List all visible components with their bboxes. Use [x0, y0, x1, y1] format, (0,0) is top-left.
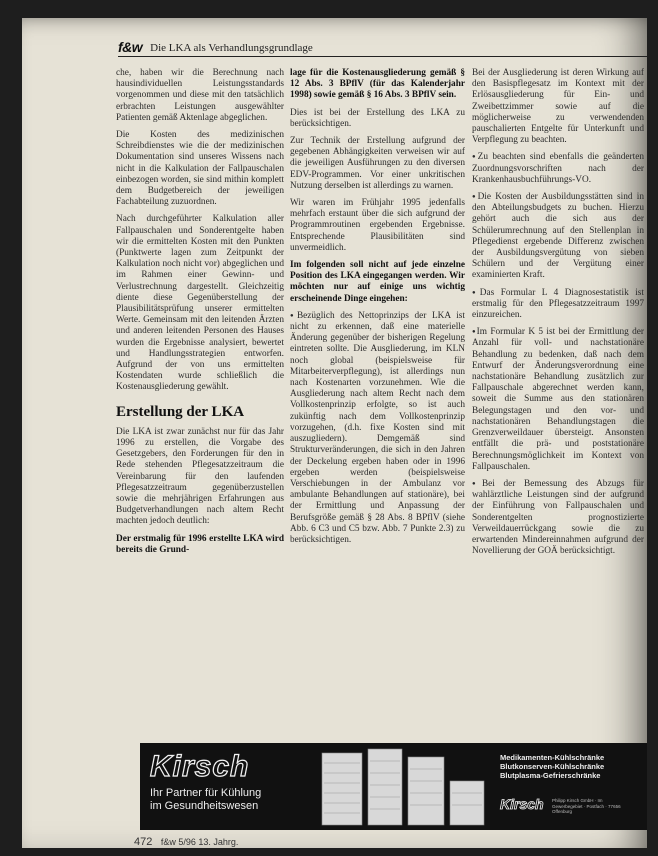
bold-paragraph: Der erstmalig für 1996 erstellte LKA wird bereits die Grund- — [116, 533, 284, 555]
advertisement — [140, 743, 647, 830]
section-heading: Erstellung der LKA — [116, 403, 245, 420]
ad-small-logo: Kirsch — [500, 796, 544, 812]
header-title: Die LKA als Verhandlungsgrundlage — [150, 42, 313, 54]
bullet-paragraph: ● Das Formular L 4 Diagnosestatistik ist erstmalig für den Pflegesatzzeitraum 1997 einzureichen. — [472, 288, 644, 322]
bold-paragraph: lage für die Kostenausgliederung gemäß § 12 Abs. 3 BPflV (für das Kalenderjahr 1998) sowie gemäß § 16 Abs. 3 BPflV sein. — [290, 68, 465, 101]
ad-tagline-2: im Gesundheitswesen — [150, 800, 259, 812]
paragraph: Dies ist bei der Erstellung des LKA zu berücksichtigen. — [290, 107, 465, 129]
paragraph: Wir waren im Frühjahr 1995 jedenfalls mehrfach erstaunt über die sich aufgrund der Programmroutinen ergebenden Ergebnisse. Entsprechende Plausibilitäten sind unvermeidlich. — [290, 198, 465, 253]
ad-product: Medikamenten-Kühlschränke — [500, 753, 605, 762]
bullet-paragraph: ● Bezüglich des Nettoprinzips der LKA ist nicht zu erkennen, daß eine materielle Änderung gegenüber der bisherigen Regelung eintreten sollte. Die Ausgliederung, im KLN noch global (beispielsweise für Mitarbeiterverpflegung), ist allerdings nun nach Kostenarten vorzunehmen. Wie die Ausgliederung nach altem Recht nach dem Vollkostenprinzip erfolgte, so ist auch zukünftig nach dem Vollkostenprinzip vorzugehen, (d.h. fixe Kosten sind mit auszugliedern). Demgemäß sind Strukturveränderungen, die sich in den Jahren der Deckelung ergeben haben oder in 1996 ergeben werden (beispielsweise Verschiebungen in der Ambulanz vor ambulante Behandlungen auf stationäre), bei der Ermittlung und Anpassung der Berufsgröße gemäß § 28 Abs. 8 BPflV (siehe Abb. 6 C3 und C5 bzw. Abb. 7 Punkte 2.3) zu berücksichtigen. — [290, 311, 465, 546]
paragraph: Bei der Ausgliederung ist deren Wirkung auf den Basispflegesatz im Kontext mit der Erlösausgliederung für Ein- und Zweibettzimmer sowie auf die möglicherweise zu verwendenden pauschalierten Entgelte für Unterkunft und Verpflegung zu beachten. — [472, 68, 644, 146]
ad-tagline-1: Ihr Partner für Kühlung — [150, 787, 262, 799]
refrigerators-image — [318, 747, 488, 827]
paragraph: Zur Technik der Erstellung aufgrund der gegebenen Abhängigkeiten verweisen wir auf die jeweiligen Ausführungen zu den diversen EDV-Programmen. Vor einer unkritischen Nutzung derselben ist allerdings zu warnen. — [290, 136, 465, 191]
journal-issue: f&w 5/96 13. Jahrg. — [160, 837, 239, 847]
bold-paragraph: Im folgenden soll nicht auf jede einzelne Position des LKA eingegangen werden. Wir möchten nur auf einige uns wichtig erscheinende Dinge eingehen: — [290, 260, 465, 304]
journal-logo: f&w — [118, 39, 143, 55]
page-number: 472 — [134, 836, 153, 848]
text-column-2 — [290, 68, 465, 552]
ad-brand-logo: Kirsch — [150, 750, 250, 783]
running-header — [118, 36, 647, 57]
text-column-1 — [116, 68, 284, 562]
ad-product: Blutplasma-Gefrierschränke — [500, 771, 601, 780]
ad-product: Blutkonserven-Kühlschränke — [500, 762, 605, 771]
bullet-paragraph: ● Bei der Bemessung des Abzugs für wahlärztliche Leistungen sind der aufgrund der Einführung von Fallpauschalen und Sonderentgelten prognostizierte Verweildauerrückgang sowie die zu erwartenden Mindereinnahmen aufgrund der Novellierung der GOÄ berücksichtigt. — [472, 479, 644, 557]
bullet-paragraph: ● Im Formular K 5 ist bei der Ermittlung der Anzahl für voll- und nachstationäre Behandlung zu bedenken, daß nach dem Entwurf der Änderungsverordnung eine nachstationäre Behandlung zusätzlich zur Fallpauschale abgerechnet werden kann, soweit die Summe aus den stationären Belegungstagen und den vor- und nachstationären Behandlungstagen die Grenzverweildauer übersteigt. Ansonsten entfällt die prä- und poststationäre Berechnungsmöglichkeit im Kontext von Fallpauschalen. — [472, 327, 644, 473]
text-column-3 — [472, 68, 644, 563]
paragraph: che, haben wir die Berechnung nach hausindividuellen Leistungsstandards vorgenommen und diese mit den tatsächlich erbrachten Leistungen ausgewählter Patienten gemäß Aktenlage abgeglichen. — [116, 68, 284, 123]
page-footer — [134, 836, 238, 848]
bullet-paragraph: ● Zu beachten sind ebenfalls die geänderten Zuordnungsvorschriften nach der Krankenhausbuchführungs-VO. — [472, 152, 644, 186]
paragraph: Nach durchgeführter Kalkulation aller Fallpauschalen und Sonderentgelte haben wir die ermittelten Kosten mit den Punkten (Punktwerte lagen zum Zeitpunkt der Kalkulation noch nicht vor) abgeglichen und im Rahmen einer Gewinn- und Verlustrechnung dargestellt. Gleichzeitig diente diese Gegenüberstellung der Plausibilitätsprüfung unserer ermittelten Werte. Gemeinsam mit den leitenden Ärzten und anderen leitenden Personen des Hauses wurden die Ergebnisse analysiert, bewertet und Handlungsstrategien entworfen. Aufgrund der von uns ermittelten Kostendaten wurde schließlich die Kostenausgliederung gewählt. — [116, 214, 284, 393]
paragraph: Die LKA ist zwar zunächst nur für das Jahr 1996 zu erstellen, die Vorgabe des Gesetzgebers, den Forderungen für den in Rede stehenden Pflegesatzzeitraum die Vereinbarung für den laufenden Pflegesatzzeitraum gegenüberzustellen sowie die mehrjährigen Erfahrungen aus Budgetverhandlungen nach altem Recht machten jedoch deutlich: — [116, 426, 284, 527]
ad-brand-block — [150, 751, 300, 813]
bullet-paragraph: ● Die Kosten der Ausbildungsstätten sind in den Abteilungsbudgets zu buchen. Hierzu gehört auch die sich aus der Schülerumrechnung auf den Stellenplan in Pflegedienst ergebende Differenz zwischen der Ausbildungsvergütung von sieben Schülern und der Vergütung einer examinierten Kraft. — [472, 192, 644, 282]
ad-product-list — [500, 753, 646, 815]
ad-address: Philipp Kirsch GmbH · Im Gewerbegebiet · Postfach · 77656 Offenburg — [552, 798, 621, 814]
document-page — [22, 18, 647, 848]
paragraph: Die Kosten des medizinischen Schreibdienstes wie die der medizinischen Dokumentation sind unseres Wissens nach nicht in die Kalkulation der Fallpauschalen einbezogen worden, sie sind mithin komplett dem Budgetbereich der jeweiligen Fachabteilung zuzuordnen. — [116, 130, 284, 208]
